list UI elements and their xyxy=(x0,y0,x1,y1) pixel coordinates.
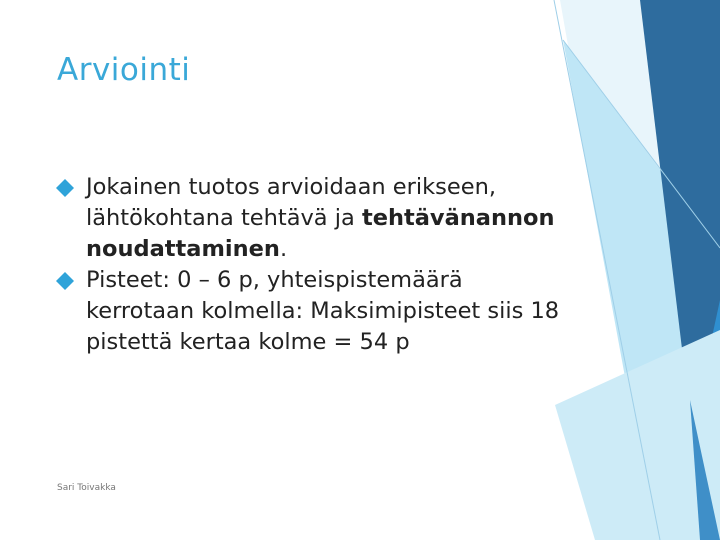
bullet-item xyxy=(56,265,576,358)
bullet-text: Pisteet: 0 – 6 p, yhteispistemäärä kerrotaan kolmella: Maksimipisteet siis 18 pistettä kertaa kolme = 54 p xyxy=(86,267,560,355)
footer-author: Sari Toivakka xyxy=(57,483,116,493)
bullet-emphasis: tehtävänannon noudattaminen xyxy=(86,205,555,262)
diamond-icon xyxy=(56,272,74,290)
diamond-icon xyxy=(56,179,74,197)
bullet-suffix: . xyxy=(279,236,288,262)
bullet-list xyxy=(56,172,576,358)
bullet-item xyxy=(56,172,576,265)
bullet-text: Jokainen tuotos arvioidaan erikseen, lähtökohtana tehtävä ja xyxy=(86,174,496,231)
slide-title: Arviointi xyxy=(57,52,191,88)
